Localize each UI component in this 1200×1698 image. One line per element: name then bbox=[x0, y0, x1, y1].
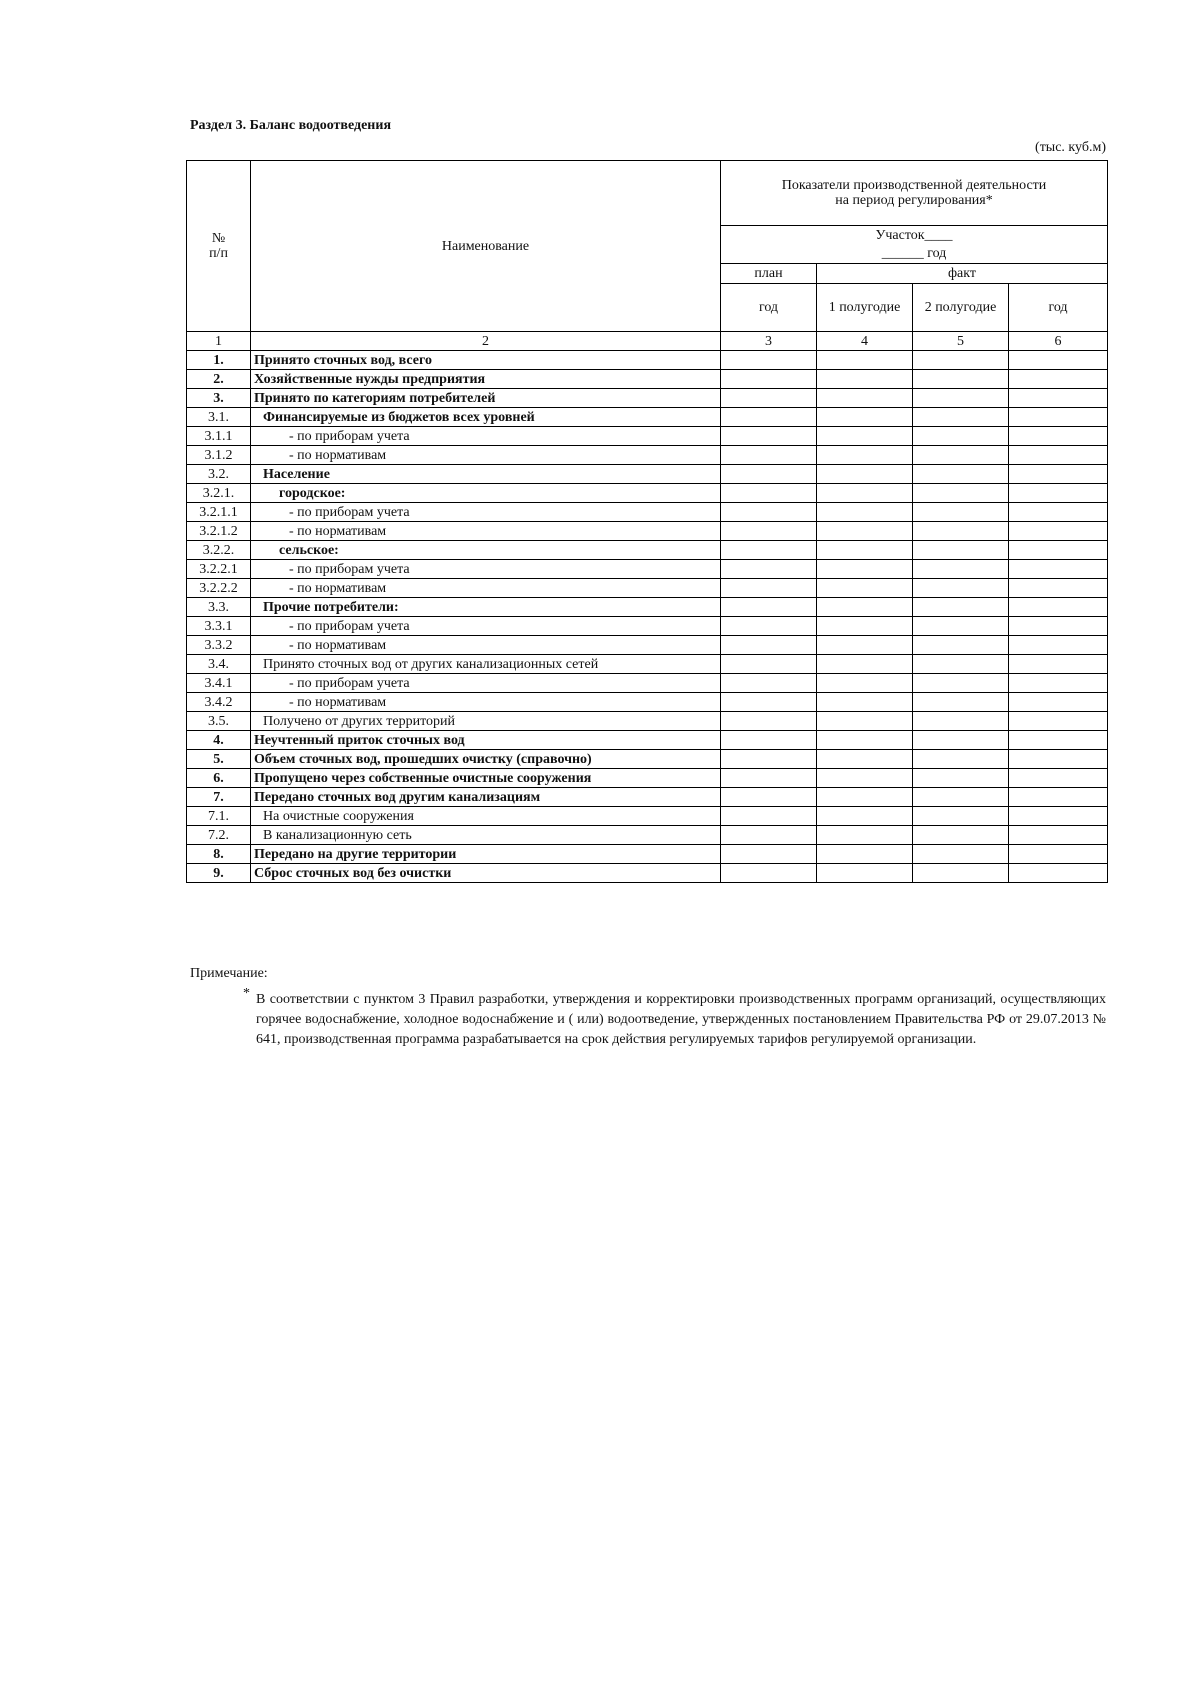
value-cell[interactable] bbox=[721, 370, 817, 389]
table-row bbox=[187, 693, 1108, 712]
value-cell[interactable] bbox=[1009, 484, 1108, 503]
value-cell[interactable] bbox=[913, 864, 1009, 883]
value-cell[interactable] bbox=[721, 541, 817, 560]
row-name: - по нормативам bbox=[251, 693, 721, 712]
value-cell[interactable] bbox=[913, 845, 1009, 864]
value-cell[interactable] bbox=[817, 845, 913, 864]
column-number: 2 bbox=[251, 332, 721, 351]
row-name: - по нормативам bbox=[251, 636, 721, 655]
value-cell[interactable] bbox=[817, 522, 913, 541]
value-cell[interactable] bbox=[817, 864, 913, 883]
value-cell[interactable] bbox=[721, 845, 817, 864]
value-cell[interactable] bbox=[1009, 541, 1108, 560]
value-cell[interactable] bbox=[817, 750, 913, 769]
row-number: 2. bbox=[187, 370, 251, 389]
header-year: ______ год bbox=[721, 244, 1108, 263]
value-cell[interactable] bbox=[1009, 408, 1108, 427]
table-row bbox=[187, 522, 1108, 541]
row-name: Передано сточных вод другим канализациям bbox=[251, 788, 721, 807]
row-name: городское: bbox=[251, 484, 721, 503]
table-row bbox=[187, 807, 1108, 826]
value-cell[interactable] bbox=[817, 712, 913, 731]
header-name: Наименование bbox=[251, 161, 721, 332]
row-name: - по приборам учета bbox=[251, 560, 721, 579]
row-number: 3.2. bbox=[187, 465, 251, 484]
value-cell[interactable] bbox=[913, 636, 1009, 655]
table-row bbox=[187, 408, 1108, 427]
value-cell[interactable] bbox=[721, 636, 817, 655]
table-row bbox=[187, 864, 1108, 883]
value-cell[interactable] bbox=[721, 693, 817, 712]
value-cell[interactable] bbox=[817, 598, 913, 617]
table-row bbox=[187, 484, 1108, 503]
table-row bbox=[187, 389, 1108, 408]
row-number: 7.1. bbox=[187, 807, 251, 826]
row-number: 5. bbox=[187, 750, 251, 769]
value-cell[interactable] bbox=[1009, 522, 1108, 541]
header-num bbox=[187, 161, 251, 332]
value-cell[interactable] bbox=[913, 731, 1009, 750]
value-cell[interactable] bbox=[817, 560, 913, 579]
value-cell[interactable] bbox=[817, 807, 913, 826]
value-cell[interactable] bbox=[913, 465, 1009, 484]
value-cell[interactable] bbox=[1009, 446, 1108, 465]
row-number: 6. bbox=[187, 769, 251, 788]
column-number: 3 bbox=[721, 332, 817, 351]
header-half1: 1 полугодие bbox=[817, 283, 913, 331]
value-cell[interactable] bbox=[1009, 864, 1108, 883]
value-cell[interactable] bbox=[817, 731, 913, 750]
header-site: Участок____ bbox=[721, 225, 1108, 244]
value-cell[interactable] bbox=[721, 598, 817, 617]
row-name: - по приборам учета bbox=[251, 427, 721, 446]
row-number: 3.1. bbox=[187, 408, 251, 427]
value-cell[interactable] bbox=[913, 541, 1009, 560]
value-cell[interactable] bbox=[721, 503, 817, 522]
row-number: 3.1.2 bbox=[187, 446, 251, 465]
row-name: сельское: bbox=[251, 541, 721, 560]
row-name: В канализационную сеть bbox=[251, 826, 721, 845]
row-number: 3.3.1 bbox=[187, 617, 251, 636]
table-row bbox=[187, 560, 1108, 579]
header-indicators bbox=[721, 161, 1108, 226]
row-number: 3.2.2.1 bbox=[187, 560, 251, 579]
value-cell[interactable] bbox=[817, 655, 913, 674]
table-row bbox=[187, 351, 1108, 370]
value-cell[interactable] bbox=[1009, 807, 1108, 826]
row-name: - по приборам учета bbox=[251, 503, 721, 522]
value-cell[interactable] bbox=[913, 674, 1009, 693]
value-cell[interactable] bbox=[1009, 389, 1108, 408]
row-number: 4. bbox=[187, 731, 251, 750]
value-cell[interactable] bbox=[817, 674, 913, 693]
value-cell[interactable] bbox=[817, 484, 913, 503]
value-cell[interactable] bbox=[817, 636, 913, 655]
row-name: Передано на другие территории bbox=[251, 845, 721, 864]
table-row bbox=[187, 712, 1108, 731]
row-name: - по нормативам bbox=[251, 522, 721, 541]
value-cell[interactable] bbox=[721, 788, 817, 807]
value-cell[interactable] bbox=[913, 788, 1009, 807]
row-number: 3.2.1.2 bbox=[187, 522, 251, 541]
value-cell[interactable] bbox=[721, 674, 817, 693]
row-number: 3.5. bbox=[187, 712, 251, 731]
row-name: Хозяйственные нужды предприятия bbox=[251, 370, 721, 389]
row-name: Прочие потребители: bbox=[251, 598, 721, 617]
value-cell[interactable] bbox=[817, 465, 913, 484]
row-name: Принято по категориям потребителей bbox=[251, 389, 721, 408]
row-name: Принято сточных вод от других канализационных сетей bbox=[251, 655, 721, 674]
value-cell[interactable] bbox=[1009, 693, 1108, 712]
balance-table bbox=[186, 160, 1108, 883]
column-number: 5 bbox=[913, 332, 1009, 351]
value-cell[interactable] bbox=[721, 826, 817, 845]
note-title: Примечание: bbox=[190, 966, 268, 981]
row-number: 3.3.2 bbox=[187, 636, 251, 655]
value-cell[interactable] bbox=[913, 351, 1009, 370]
value-cell[interactable] bbox=[913, 560, 1009, 579]
row-name: - по нормативам bbox=[251, 579, 721, 598]
table-row bbox=[187, 598, 1108, 617]
row-number: 9. bbox=[187, 864, 251, 883]
value-cell[interactable] bbox=[1009, 503, 1108, 522]
value-cell[interactable] bbox=[817, 617, 913, 636]
row-number: 1. bbox=[187, 351, 251, 370]
value-cell[interactable] bbox=[1009, 731, 1108, 750]
value-cell[interactable] bbox=[913, 503, 1009, 522]
row-name: - по приборам учета bbox=[251, 617, 721, 636]
value-cell[interactable] bbox=[817, 693, 913, 712]
value-cell[interactable] bbox=[1009, 579, 1108, 598]
row-name: Сброс сточных вод без очистки bbox=[251, 864, 721, 883]
table-row bbox=[187, 541, 1108, 560]
value-cell[interactable] bbox=[817, 541, 913, 560]
note-asterisk: * bbox=[243, 986, 250, 1001]
value-cell[interactable] bbox=[1009, 712, 1108, 731]
value-cell[interactable] bbox=[1009, 370, 1108, 389]
table-row bbox=[187, 731, 1108, 750]
row-name: Неучтенный приток сточных вод bbox=[251, 731, 721, 750]
value-cell[interactable] bbox=[817, 769, 913, 788]
row-number: 3.4.1 bbox=[187, 674, 251, 693]
row-number: 3.2.2.2 bbox=[187, 579, 251, 598]
value-cell[interactable] bbox=[1009, 655, 1108, 674]
table-row bbox=[187, 579, 1108, 598]
value-cell[interactable] bbox=[913, 522, 1009, 541]
table-row bbox=[187, 674, 1108, 693]
value-cell[interactable] bbox=[1009, 636, 1108, 655]
value-cell[interactable] bbox=[721, 408, 817, 427]
value-cell[interactable] bbox=[913, 826, 1009, 845]
header-half2: 2 полугодие bbox=[913, 283, 1009, 331]
header-num-text: № п/п bbox=[209, 231, 228, 261]
row-name: - по нормативам bbox=[251, 446, 721, 465]
value-cell[interactable] bbox=[721, 446, 817, 465]
row-name: Принято сточных вод, всего bbox=[251, 351, 721, 370]
value-cell[interactable] bbox=[721, 731, 817, 750]
table-row bbox=[187, 769, 1108, 788]
value-cell[interactable] bbox=[1009, 674, 1108, 693]
row-name: На очистные сооружения bbox=[251, 807, 721, 826]
table-row bbox=[187, 826, 1108, 845]
value-cell[interactable] bbox=[1009, 788, 1108, 807]
value-cell[interactable] bbox=[1009, 845, 1108, 864]
value-cell[interactable] bbox=[1009, 750, 1108, 769]
value-cell[interactable] bbox=[721, 484, 817, 503]
table-row bbox=[187, 636, 1108, 655]
value-cell[interactable] bbox=[913, 712, 1009, 731]
value-cell[interactable] bbox=[1009, 617, 1108, 636]
row-number: 3. bbox=[187, 389, 251, 408]
value-cell[interactable] bbox=[913, 484, 1009, 503]
value-cell[interactable] bbox=[817, 579, 913, 598]
table-row bbox=[187, 370, 1108, 389]
header-plan-year: год bbox=[721, 283, 817, 331]
row-number: 3.4.2 bbox=[187, 693, 251, 712]
value-cell[interactable] bbox=[913, 389, 1009, 408]
value-cell[interactable] bbox=[1009, 598, 1108, 617]
value-cell[interactable] bbox=[913, 750, 1009, 769]
column-numbers-row bbox=[187, 332, 1108, 351]
value-cell[interactable] bbox=[721, 807, 817, 826]
row-name: Получено от других территорий bbox=[251, 712, 721, 731]
value-cell[interactable] bbox=[913, 807, 1009, 826]
value-cell[interactable] bbox=[913, 408, 1009, 427]
value-cell[interactable] bbox=[721, 522, 817, 541]
row-number: 3.2.2. bbox=[187, 541, 251, 560]
row-name: Объем сточных вод, прошедших очистку (справочно) bbox=[251, 750, 721, 769]
row-number: 3.4. bbox=[187, 655, 251, 674]
table-row bbox=[187, 655, 1108, 674]
column-number: 1 bbox=[187, 332, 251, 351]
value-cell[interactable] bbox=[1009, 465, 1108, 484]
value-cell[interactable] bbox=[721, 750, 817, 769]
value-cell[interactable] bbox=[817, 788, 913, 807]
row-number: 3.3. bbox=[187, 598, 251, 617]
header-indicators-text: Показатели производственной деятельности на период регулирования* bbox=[781, 177, 1047, 208]
table-row bbox=[187, 427, 1108, 446]
table-row bbox=[187, 750, 1108, 769]
value-cell[interactable] bbox=[721, 465, 817, 484]
table-row bbox=[187, 465, 1108, 484]
value-cell[interactable] bbox=[817, 389, 913, 408]
value-cell[interactable] bbox=[913, 655, 1009, 674]
header-plan: план bbox=[721, 263, 817, 283]
value-cell[interactable] bbox=[721, 427, 817, 446]
value-cell[interactable] bbox=[913, 617, 1009, 636]
column-number: 6 bbox=[1009, 332, 1108, 351]
value-cell[interactable] bbox=[913, 598, 1009, 617]
value-cell[interactable] bbox=[721, 617, 817, 636]
units-label: (тыс. куб.м) bbox=[1035, 140, 1106, 155]
value-cell[interactable] bbox=[817, 351, 913, 370]
row-number: 7. bbox=[187, 788, 251, 807]
value-cell[interactable] bbox=[721, 655, 817, 674]
value-cell[interactable] bbox=[913, 579, 1009, 598]
row-number: 3.2.1. bbox=[187, 484, 251, 503]
table-row bbox=[187, 446, 1108, 465]
row-number: 8. bbox=[187, 845, 251, 864]
value-cell[interactable] bbox=[1009, 769, 1108, 788]
header-fact-year: год bbox=[1009, 283, 1108, 331]
section-title: Раздел 3. Баланс водоотведения bbox=[190, 118, 392, 133]
value-cell[interactable] bbox=[817, 427, 913, 446]
table-row bbox=[187, 788, 1108, 807]
value-cell[interactable] bbox=[1009, 427, 1108, 446]
row-name: Финансируемые из бюджетов всех уровней bbox=[251, 408, 721, 427]
value-cell[interactable] bbox=[721, 579, 817, 598]
value-cell[interactable] bbox=[817, 503, 913, 522]
table-row bbox=[187, 845, 1108, 864]
value-cell[interactable] bbox=[817, 446, 913, 465]
value-cell[interactable] bbox=[913, 370, 1009, 389]
value-cell[interactable] bbox=[721, 864, 817, 883]
column-number: 4 bbox=[817, 332, 913, 351]
value-cell[interactable] bbox=[817, 370, 913, 389]
value-cell[interactable] bbox=[913, 693, 1009, 712]
value-cell[interactable] bbox=[1009, 351, 1108, 370]
value-cell[interactable] bbox=[913, 446, 1009, 465]
row-name: Население bbox=[251, 465, 721, 484]
row-number: 3.1.1 bbox=[187, 427, 251, 446]
table-row bbox=[187, 503, 1108, 522]
row-number: 7.2. bbox=[187, 826, 251, 845]
value-cell[interactable] bbox=[721, 769, 817, 788]
value-cell[interactable] bbox=[817, 408, 913, 427]
header-fact: факт bbox=[817, 263, 1108, 283]
value-cell[interactable] bbox=[1009, 826, 1108, 845]
table-row bbox=[187, 617, 1108, 636]
value-cell[interactable] bbox=[721, 560, 817, 579]
value-cell[interactable] bbox=[721, 712, 817, 731]
note-text: В соответствии с пунктом 3 Правил разработки, утверждения и корректировки производственных программ организаций, осуществляющих горячее водоснабжение, холодное водоснабжение и ( или) водоотведение, утвержденных постановлением Правительства РФ от 29.07.2013 № 641, производственная программа разрабатывается на срок действия регулируемых тарифов регулируемой организации. bbox=[256, 992, 1106, 1047]
value-cell[interactable] bbox=[913, 769, 1009, 788]
value-cell[interactable] bbox=[721, 389, 817, 408]
value-cell[interactable] bbox=[913, 427, 1009, 446]
row-name: Пропущено через собственные очистные сооружения bbox=[251, 769, 721, 788]
value-cell[interactable] bbox=[817, 826, 913, 845]
row-name: - по приборам учета bbox=[251, 674, 721, 693]
row-number: 3.2.1.1 bbox=[187, 503, 251, 522]
value-cell[interactable] bbox=[721, 351, 817, 370]
value-cell[interactable] bbox=[1009, 560, 1108, 579]
